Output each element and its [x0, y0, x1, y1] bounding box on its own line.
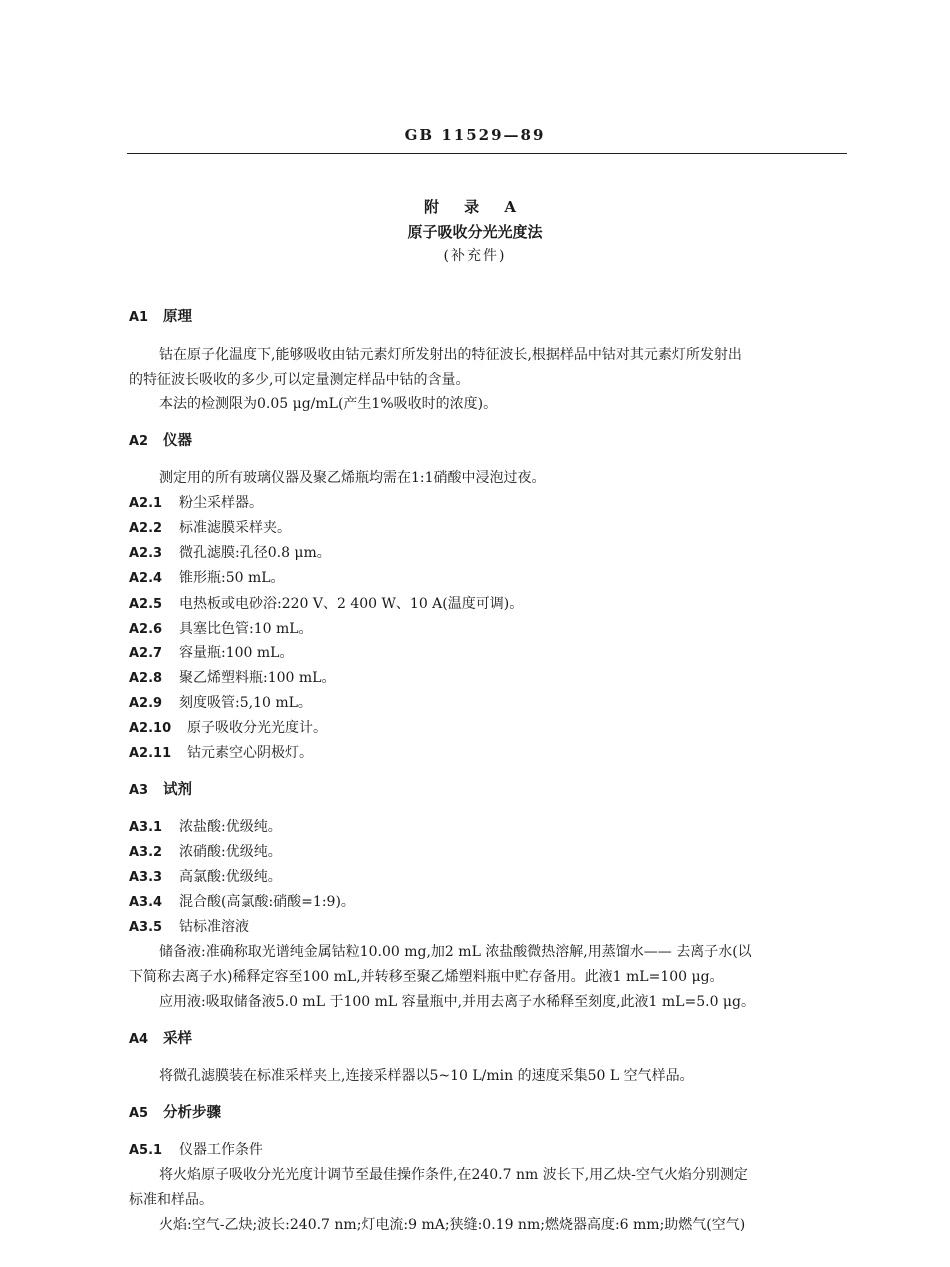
item-text: 标准滤膜采样夹。 [179, 520, 291, 536]
appendix-title: 附 录 A [423, 198, 527, 216]
paragraph-line: 本法的检测限为0.05 μg/mL(产生1%吸收时的浓度)。 [159, 396, 498, 412]
list-item [129, 892, 355, 913]
section-heading-a5 [129, 1103, 221, 1124]
paragraph-line: 将微孔滤膜装在标准采样夹上,连接采样器以5~10 L/min 的速度采集50 L 空气样品。 [159, 1068, 694, 1084]
list-item [129, 817, 282, 838]
paragraph-line: 火焰:空气-乙炔;波长:240.7 nm;灯电流:9 mA;狭缝:0.19 nm;燃烧器高度:6 mm;助燃气(空气) [159, 1217, 746, 1233]
item-text: 浓盐酸:优级纯。 [179, 819, 282, 835]
appendix-note: (补充件) [443, 248, 507, 264]
paragraph-line: 标准和样品。 [129, 1192, 213, 1208]
section-number: A4 [129, 1032, 149, 1047]
header-rule [127, 153, 847, 154]
paragraph-line: 的特征波长吸收的多少,可以定量测定样品中钴的含量。 [129, 372, 470, 388]
section-heading-a3 [129, 780, 192, 801]
appendix-subtitle: 原子吸收分光光度法 [407, 223, 543, 241]
section-heading-a2 [129, 431, 192, 452]
item-text: 容量瓶:100 mL。 [179, 645, 294, 661]
list-item [129, 568, 285, 589]
section-number: A5 [129, 1106, 149, 1121]
item-number: A2.3 [129, 546, 163, 561]
item-number: A2.11 [129, 746, 172, 761]
paragraph-line: 应用液:吸取储备液5.0 mL 于100 mL 容量瓶中,并用去离子水稀释至刻度,此液1 mL=5.0 μg。 [159, 994, 755, 1010]
paragraph-line: 钴在原子化温度下,能够吸收由钴元素灯所发射出的特征波长,根据样品中钴对其元素灯所发射出 [159, 347, 742, 363]
list-item [129, 917, 249, 938]
item-text: 刻度吸管:5,10 mL。 [179, 695, 312, 711]
section-heading-a1 [129, 307, 192, 328]
list-item [129, 693, 312, 714]
item-text: 锥形瓶:50 mL。 [179, 570, 285, 586]
item-number: A2.7 [129, 646, 163, 661]
standard-code: GB 11529—89 [404, 126, 546, 144]
item-number: A2.8 [129, 671, 163, 686]
item-number: A2.2 [129, 521, 163, 536]
subsection-heading [129, 1140, 263, 1161]
list-item [129, 643, 293, 664]
item-text: 混合酸(高氯酸:硝酸=1:9)。 [179, 894, 355, 910]
section-number: A1 [129, 310, 149, 325]
item-text: 粉尘采样器。 [179, 495, 263, 511]
paragraph-line: 测定用的所有玻璃仪器及聚乙烯瓶均需在1:1硝酸中浸泡过夜。 [159, 470, 546, 486]
section-title: 分析步骤 [163, 1104, 221, 1121]
item-number: A2.1 [129, 496, 163, 511]
item-text: 钴元素空心阴极灯。 [187, 745, 313, 761]
item-number: A3.3 [129, 870, 163, 885]
item-text: 电热板或电砂浴:220 V、2 400 W、10 A(温度可调)。 [179, 596, 524, 612]
paragraph-line: 储备液:准确称取光谱纯金属钴粒10.00 mg,加2 mL 浓盐酸微热溶解,用蒸馏水—— 去离子水(以 [159, 944, 752, 960]
item-number: A3.5 [129, 920, 163, 935]
list-item [129, 668, 335, 689]
item-number: A3.4 [129, 895, 163, 910]
section-number: A3 [129, 783, 149, 798]
list-item [129, 867, 282, 888]
item-number: A3.1 [129, 820, 163, 835]
list-item [129, 743, 313, 764]
item-text: 具塞比色管:10 mL。 [179, 621, 313, 637]
list-item [129, 493, 263, 514]
section-title: 试剂 [163, 781, 192, 798]
item-number: A5.1 [129, 1143, 163, 1158]
item-number: A2.9 [129, 696, 163, 711]
item-text: 聚乙烯塑料瓶:100 mL。 [179, 670, 336, 686]
list-item [129, 594, 523, 615]
list-item [129, 718, 327, 739]
item-text: 仪器工作条件 [179, 1142, 263, 1158]
list-item [129, 842, 282, 863]
section-title: 采样 [163, 1030, 192, 1047]
paragraph-line: 将火焰原子吸收分光光度计调节至最佳操作条件,在240.7 nm 波长下,用乙炔-空气火焰分别测定 [159, 1167, 748, 1183]
item-number: A2.10 [129, 721, 172, 736]
section-title: 仪器 [163, 432, 192, 449]
item-number: A2.6 [129, 622, 163, 637]
item-number: A2.5 [129, 597, 163, 612]
item-text: 浓硝酸:优级纯。 [179, 844, 282, 860]
item-text: 原子吸收分光光度计。 [187, 720, 327, 736]
section-heading-a4 [129, 1029, 192, 1050]
item-text: 钴标准溶液 [179, 919, 249, 935]
section-title: 原理 [163, 308, 192, 325]
list-item [129, 518, 291, 539]
item-text: 高氯酸:优级纯。 [179, 869, 282, 885]
list-item [129, 619, 313, 640]
item-number: A2.4 [129, 571, 163, 586]
item-number: A3.2 [129, 845, 163, 860]
item-text: 微孔滤膜:孔径0.8 μm。 [179, 545, 331, 561]
list-item [129, 543, 331, 564]
section-number: A2 [129, 434, 149, 449]
paragraph-line: 下简称去离子水)稀释定容至100 mL,并转移至聚乙烯塑料瓶中贮存备用。此液1 mL=100 μg。 [129, 969, 724, 985]
